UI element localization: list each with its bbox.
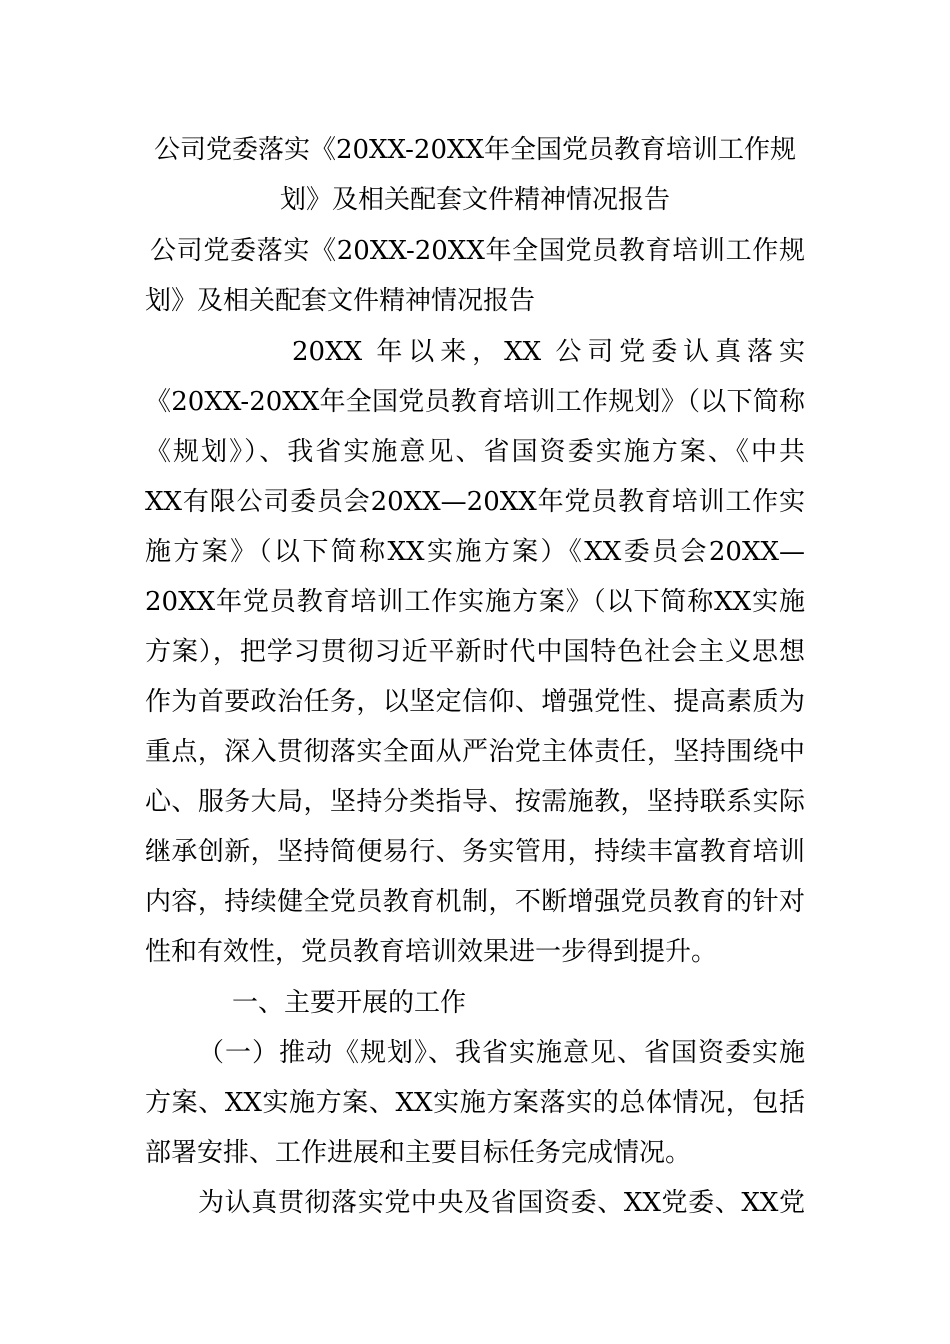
subsection-line-1: （一）推动《规划》、我省实施意见、省国资委实施	[198, 1038, 805, 1068]
subsection-line-2: 方案、XX实施方案、XX实施方案落实的总体情况，包括	[145, 1088, 805, 1118]
body-line-last: 为认真贯彻落实党中央及省国资委、XX党委、XX党	[198, 1188, 805, 1218]
intro-line-7: 方案），把学习贯彻习近平新时代中国特色社会主义思想	[145, 637, 805, 667]
document-title-line-1: 公司党委落实《20XX-20XX年全国党员教育培训工作规	[153, 135, 797, 165]
intro-line-12: 内容，持续健全党员教育机制，不断增强党员教育的针对	[145, 887, 805, 917]
intro-line-9: 重点，深入贯彻落实全面从严治党主体责任，坚持围绕中	[145, 737, 805, 767]
intro-line-1: 20XX 年以来，XX 公司党委认真落实	[292, 337, 805, 367]
intro-line-11: 继承创新，坚持简便易行、务实管用，持续丰富教育培训	[145, 837, 805, 867]
intro-line-8: 作为首要政治任务，以坚定信仰、增强党性、提高素质为	[145, 687, 805, 717]
subtitle-line-2: 划》及相关配套文件精神情况报告	[145, 286, 536, 316]
section-heading: 一、主要开展的工作	[232, 988, 467, 1018]
intro-line-4: XX有限公司委员会20XX—20XX年党员教育培训工作实	[145, 487, 805, 517]
intro-line-3: 《规划》）、我省实施意见、省国资委实施方案、《中共	[145, 437, 805, 467]
subtitle-line-1: 公司党委落实《20XX-20XX年全国党员教育培训工作规	[150, 236, 805, 266]
intro-line-6: 20XX年党员教育培训工作实施方案》（以下简称XX实施	[145, 587, 805, 617]
document-title-line-2: 划》及相关配套文件精神情况报告	[279, 185, 670, 215]
intro-line-5: 施方案》（以下简称XX实施方案）《XX委员会20XX—	[145, 537, 805, 567]
intro-line-2: 《20XX-20XX年全国党员教育培训工作规划》（以下简称	[145, 387, 805, 417]
intro-line-13: 性和有效性，党员教育培训效果进一步得到提升。	[145, 937, 718, 967]
intro-line-10: 心、服务大局，坚持分类指导、按需施教，坚持联系实际	[145, 787, 805, 817]
subsection-line-3: 部署安排、工作进展和主要目标任务完成情况。	[145, 1138, 692, 1168]
